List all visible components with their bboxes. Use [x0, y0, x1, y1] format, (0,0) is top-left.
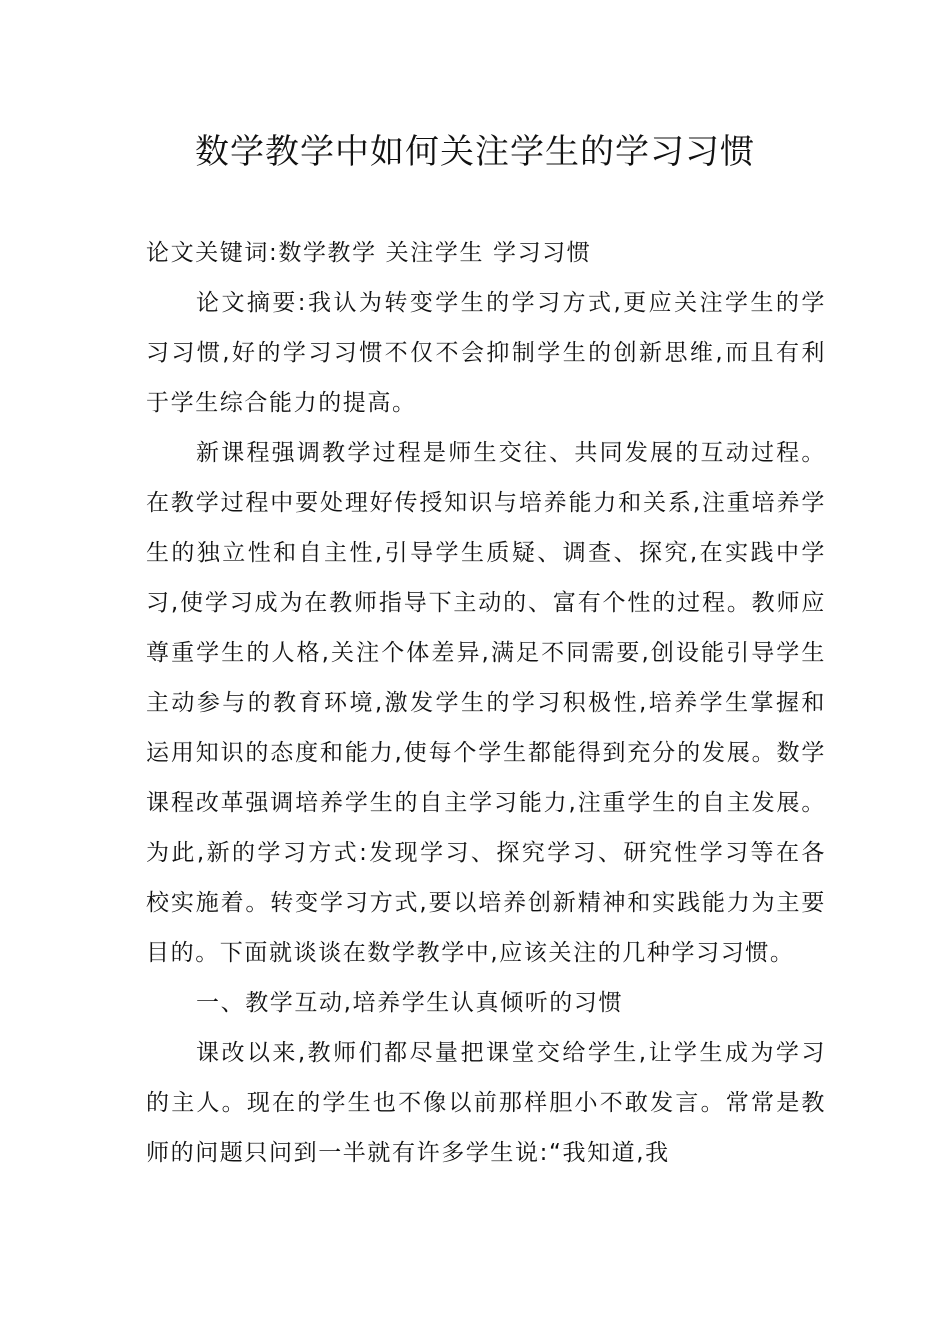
section-heading: 一、教学互动,培养学生认真倾听的习惯 [196, 990, 624, 1016]
body-paragraph: 课改以来,教师们都尽量把课堂交给学生,让学生成为学习的主人。现在的学生也不像以前那样胆小不敢发言。常常是教师的问题只问到一半就有许多学生说:“我知道,我 [146, 1040, 826, 1166]
document-body [146, 228, 826, 1178]
keywords-line: 论文关键词:数学教学 关注学生 学习习惯 [146, 240, 592, 266]
body-paragraph: 新课程强调教学过程是师生交往、共同发展的互动过程。在教学过程中要处理好传授知识与培养能力和关系,注重培养学生的独立性和自主性,引导学生质疑、调查、探究,在实践中学习,使学习成为在教师指导下主动的、富有个性的过程。教师应尊重学生的人格,关注个体差异,满足不同需要,创设能引导学生主动参与的教育环境,激发学生的学习积极性,培养学生掌握和运用知识的态度和能力,使每个学生都能得到充分的发展。数学课程改革强调培养学生的自主学习能力,注重学生的自主发展。为此,新的学习方式:发现学习、探究学习、研究性学习等在各校实施着。转变学习方式,要以培养创新精神和实践能力为主要目的。下面就谈谈在数学教学中,应该关注的几种学习习惯。 [146, 440, 826, 966]
abstract-paragraph: 论文摘要:我认为转变学生的学习方式,更应关注学生的学习习惯,好的学习习惯不仅不会抑制学生的创新思维,而且有利于学生综合能力的提高。 [146, 290, 826, 416]
document-title: 数学教学中如何关注学生的学习习惯 [195, 132, 755, 172]
